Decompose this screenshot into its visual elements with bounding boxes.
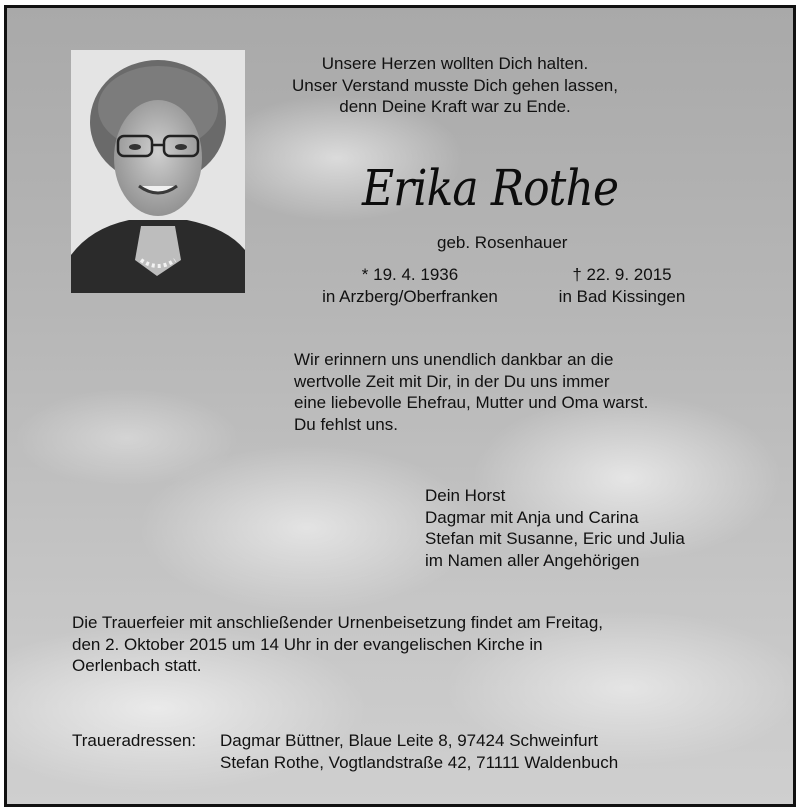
remembrance-line: wertvolle Zeit mit Dir, in der Du uns immer xyxy=(294,371,610,391)
portrait-photo-icon xyxy=(71,50,245,293)
remembrance-line: Du fehlst uns. xyxy=(294,414,398,434)
maiden-name: geb. Rosenhauer xyxy=(437,233,568,252)
family-line: im Namen aller Angehörigen xyxy=(425,550,640,570)
death-date: † 22. 9. 2015 xyxy=(572,265,672,284)
birth-place: in Arzberg/Oberfranken xyxy=(322,286,498,306)
memorial-verse xyxy=(275,53,635,118)
verse-line: denn Deine Kraft war zu Ende. xyxy=(339,97,571,116)
ceremony-info xyxy=(72,612,772,677)
family-line: Stefan mit Susanne, Eric und Julia xyxy=(425,529,685,548)
address-line: Stefan Rothe, Vogtlandstraße 42, 71111 Waldenbuch xyxy=(220,752,619,772)
deceased-name: Erika Rothe xyxy=(362,159,619,217)
birth-info xyxy=(290,264,530,307)
condolence-addresses xyxy=(220,730,740,773)
ceremony-line: den 2. Oktober 2015 um 14 Uhr in der evangelischen Kirche in xyxy=(72,634,543,654)
remembrance-line: eine liebevolle Ehefrau, Mutter und Oma warst. xyxy=(294,393,649,412)
death-info xyxy=(542,264,702,307)
birth-date: * 19. 4. 1936 xyxy=(361,265,459,284)
family-line: Dein Horst xyxy=(425,486,506,505)
verse-line: Unser Verstand musste Dich gehen lassen, xyxy=(291,75,618,95)
family-line: Dagmar mit Anja und Carina xyxy=(425,507,639,527)
addresses-label: Traueradressen: xyxy=(72,731,197,750)
remembrance-text xyxy=(294,349,754,435)
death-place: in Bad Kissingen xyxy=(558,286,686,306)
address-line: Dagmar Büttner, Blaue Leite 8, 97424 Schweinfurt xyxy=(220,731,599,750)
ceremony-line: Oerlenbach statt. xyxy=(72,656,202,675)
obituary-notice xyxy=(4,5,796,807)
ceremony-line: Die Trauerfeier mit anschließender Urnenbeisetzung findet am Freitag, xyxy=(72,613,604,632)
remembrance-line: Wir erinnern uns unendlich dankbar an die xyxy=(294,350,614,369)
verse-line: Unsere Herzen wollten Dich halten. xyxy=(321,54,589,73)
family-signatures xyxy=(425,485,765,571)
